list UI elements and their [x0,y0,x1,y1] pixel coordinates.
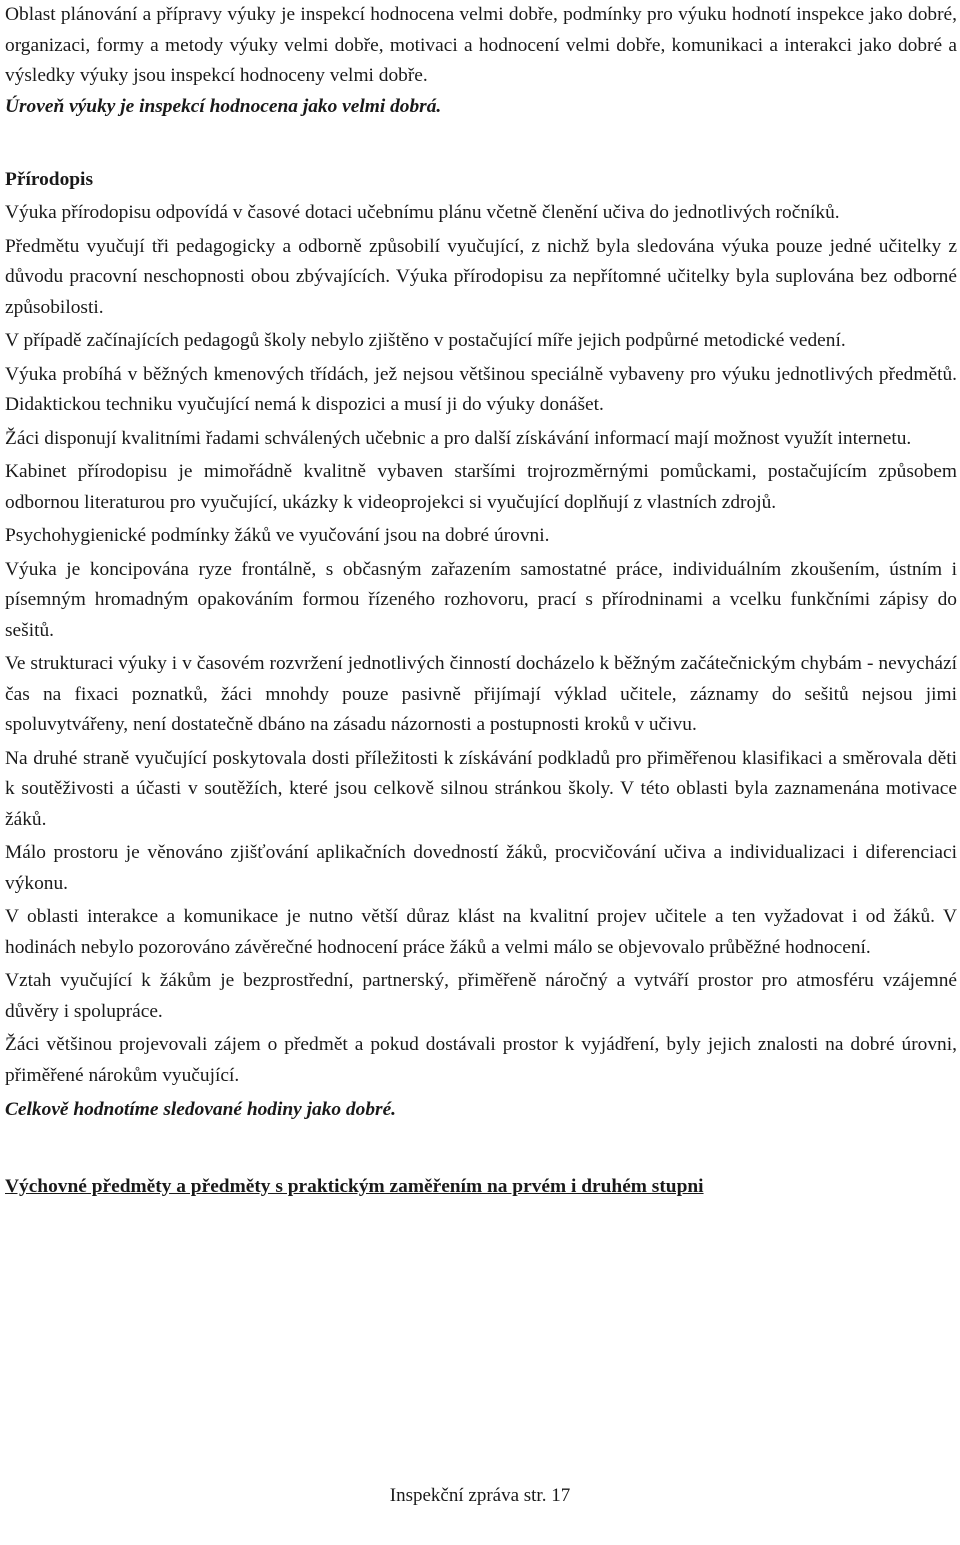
paragraph-interaction: V oblasti interakce a komunikace je nutno větší důraz klást na kvalitní projev učitele a ten vyžadovat i od žáků. V hodinách nebylo pozorováno závěrečné hodnocení práce žáků a velmi málo se objevovalo průběžné hodnocení. [5,906,957,958]
paragraph-application-skills: Málo prostoru je věnováno zjišťování aplikačních dovedností žáků, procvičování učiva a individualizaci i diferenciaci výkonu. [5,842,957,894]
paragraph-relationship: Vztah vyučující k žákům je bezprostřední, partnerský, přiměřeně náročný a vytváří prostor pro atmosféru vzájemné důvěry i spolupráce. [5,970,957,1022]
paragraph-classification: Na druhé straně vyučující poskytovala dosti příležitosti k získávání podkladů pro přiměřenou klasifikaci a směrovala děti k soutěživosti a účasti v soutěžích, které jsou celkově silnou stránkou školy. V této oblasti byla zaznamenána motivace žáků. [5,747,957,830]
intro-rating: Úroveň výuky je inspekcí hodnocena jako velmi dobrá. [5,95,442,117]
paragraph-textbooks: Žáci disponují kvalitními řadami schválených učebnic a pro další získávání informací mají možnost využít internetu. [5,427,912,449]
paragraph-teachers: Předmětu vyučují tři pedagogicky a odborně způsobilí vyučující, z nichž byla sledována výuka pouze jedné učitelky z důvodu pracovní neschopnosti obou zbývajících. Výuka přírodopisu za nepřítomné učitelky byla suplována bez odborné způsobilosti. [5,235,957,318]
section-heading-prirodopis: Přírodopis [5,169,93,190]
paragraph-methodical-guidance: V případě začínajících pedagogů školy nebylo zjištěno v postačující míře jejich podpůrné metodické vedení. [5,330,846,351]
paragraph-structure: Ve strukturaci výuky i v časovém rozvržení jednotlivých činností docházelo k běžným začátečnickým chybám - nevychází čas na fixaci poznatků, žáci mnohdy pouze pasivně přijímají výklad učitele, záznamy do sešitů nejsou jimi spoluvytvářeny, není dostatečně dbáno na zásadu názornosti a postupnosti kroků v učivu. [5,653,957,735]
paragraph-cabinet: Kabinet přírodopisu je mimořádně kvalitně vybaven staršími trojrozměrnými pomůckami, postačujícím způsobem odbornou literaturou pro vyučující, ukázky k videoprojekci si vyučující doplňují z vlastních zdrojů. [5,461,957,513]
paragraph-teaching-forms: Výuka je koncipována ryze frontálně, s občasným zařazením samostatné práce, individuálním zkoušením, ústním i písemným hromadným opakováním formou řízeného rozhovoru, prací s přírodninami a vcelku funkčními zápisy do sešitů. [5,558,957,641]
paragraph-psychohygiene: Psychohygienické podmínky žáků ve vyučování jsou na dobré úrovni. [5,525,550,546]
document-page [5,0,957,1202]
page-footer: Inspekční zpráva str. 17 [389,1485,571,1506]
paragraph-time-allocation: Výuka přírodopisu odpovídá v časové dotaci učebnímu plánu včetně členění učiva do jednotlivých ročníků. [5,202,840,223]
section-conclusion: Celkově hodnotíme sledované hodiny jako dobré. [5,1099,397,1120]
intro-paragraph: Oblast plánování a přípravy výuky je inspekcí hodnocena velmi dobře, podmínky pro výuku hodnotí inspekce jako dobré, organizaci, formy a metody výuky velmi dobře, motivaci a hodnocení velmi dobře, komunikaci a interakci jako dobré a výsledky výuky jsou inspekcí hodnoceny velmi dobře. [5,4,957,86]
next-section-heading: Výchovné předměty a předměty s praktickým zaměřením na prvém i druhém stupni [5,1175,704,1197]
paragraph-classrooms: Výuka probíhá v běžných kmenových třídách, jež nejsou většinou speciálně vybaveny pro výuku jednotlivých předmětů. Didaktickou techniku vyučující nemá k dispozici a musí ji do výuky donášet. [5,363,957,415]
paragraph-student-interest: Žáci většinou projevovali zájem o předmět a pokud dostávali prostor k vyjádření, byly jejich znalosti na dobré úrovni, přiměřené nárokům vyučující. [5,1034,957,1086]
